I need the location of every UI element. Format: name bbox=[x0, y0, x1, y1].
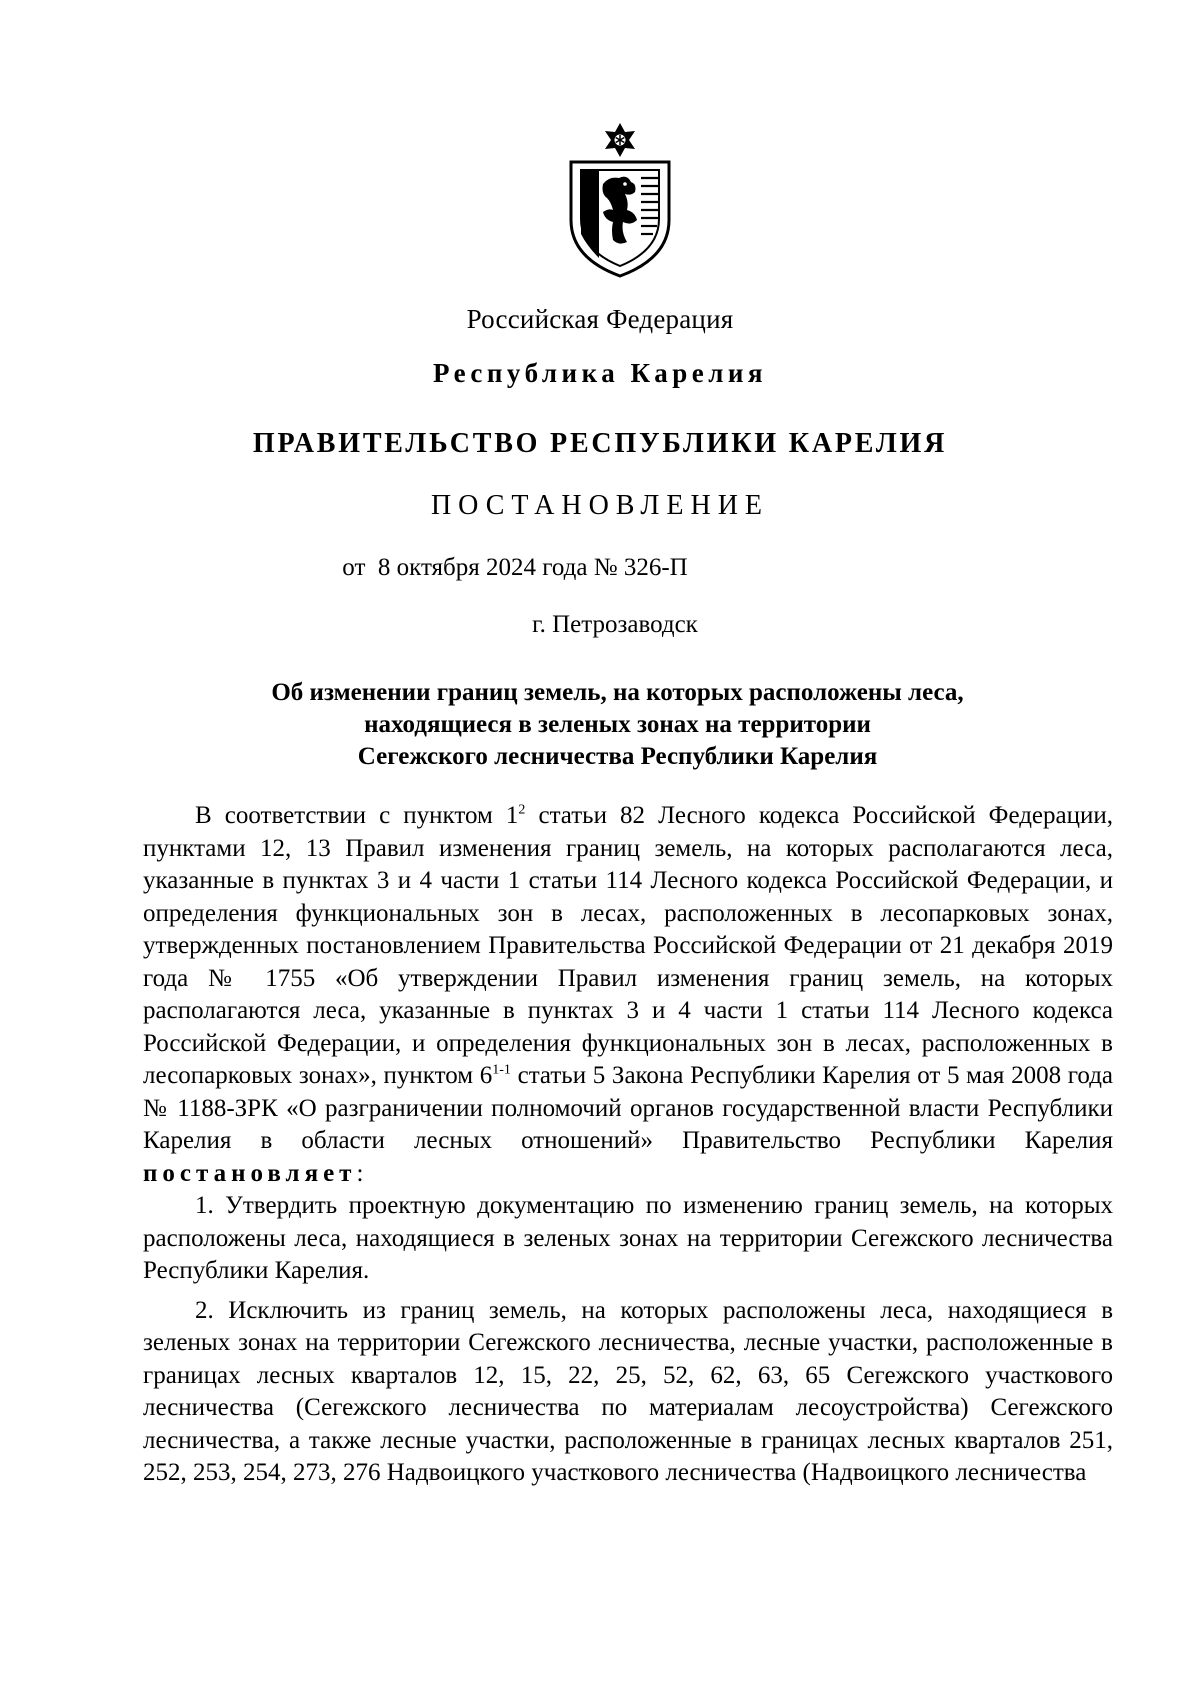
title-line: Об изменении границ земель, на которых расположены леса, bbox=[271, 679, 964, 706]
body-paragraph-item-2: 2. Исключить из границ земель, на которых расположены леса, находящиеся в зеленых зонах на территории Сегежского лесничества, лесные участки, расположенные в границах лесных кварталов 12, 15, 22, 25, 52, 62, 63, 65 Сегежского участкового лесничества (Сегежского лесничества по материалам лесоустройства) Сегежского лесничества, а также лесные участки, расположенные в границах лесных кварталов 251, 252, 253, 254, 273, 276 Надвоицкого участкового лесничества (Надвоицкого лесничества bbox=[143, 1296, 1113, 1486]
text-run: статьи 5 Закона Республики Карелия от 5 мая 2008 года № 1188-ЗРК «О разграничении полномочий органов государственной власти Республики Карелия в области лесных отношений» Правительство Республики Карелия bbox=[143, 1062, 1114, 1154]
document-city: г. Петрозаводск bbox=[532, 611, 698, 638]
republic-name: Республика Карелия bbox=[432, 358, 768, 388]
text-run: В соответствии с пунктом 1 bbox=[195, 802, 519, 829]
country-name: Российская Федерация bbox=[466, 304, 734, 334]
superscript: 2 bbox=[518, 802, 526, 818]
title-line: Сегежского лесничества Республики Карелия bbox=[357, 743, 878, 770]
document-type: ПОСТАНОВЛЕНИЕ bbox=[430, 490, 770, 521]
document-date-number: от 8 октября 2024 года № 326-П bbox=[342, 554, 688, 581]
coat-of-arms-emblem bbox=[565, 122, 675, 280]
government-name: ПРАВИТЕЛЬСТВО РЕСПУБЛИКИ КАРЕЛИЯ bbox=[252, 428, 948, 459]
title-line: находящиеся в зеленых зонах на территории bbox=[364, 711, 871, 738]
document-body bbox=[143, 800, 1113, 1490]
document-title bbox=[150, 677, 1085, 773]
body-paragraph-preamble bbox=[143, 800, 1113, 1190]
superscript: 1-1 bbox=[492, 1062, 511, 1078]
text-run: : bbox=[356, 1159, 364, 1187]
resolution-keyword: постановляет bbox=[143, 1159, 357, 1187]
body-paragraph-item-1: 1. Утвердить проектную документацию по изменению границ земель, на которых расположены леса, находящиеся в зеленых зонах на территории Сегежского лесничества Республики Карелия. bbox=[143, 1192, 1113, 1284]
text-run: статьи 82 Лесного кодекса Российской Федерации, пунктами 12, 13 Правил изменения границ земель, на которых располагаются леса, указанные в пунктах 3 и 4 части 1 статьи 114 Лесного кодекса Российской Федерации, и определения функциональных зон в лесах, расположенных в лесопарковых зонах, утвержденных постановлением Правительства Российской Федерации от 21 декабря 2019 года № 1755 «Об утверждении Правил изменения границ земель, на которых располагаются леса, указанные в пунктах 3 и 4 части 1 статьи 114 Лесного кодекса Российской Федерации, и определения функциональных зон в лесах, расположенных в лесопарковых зонах», пунктом 6 bbox=[143, 802, 1114, 1089]
